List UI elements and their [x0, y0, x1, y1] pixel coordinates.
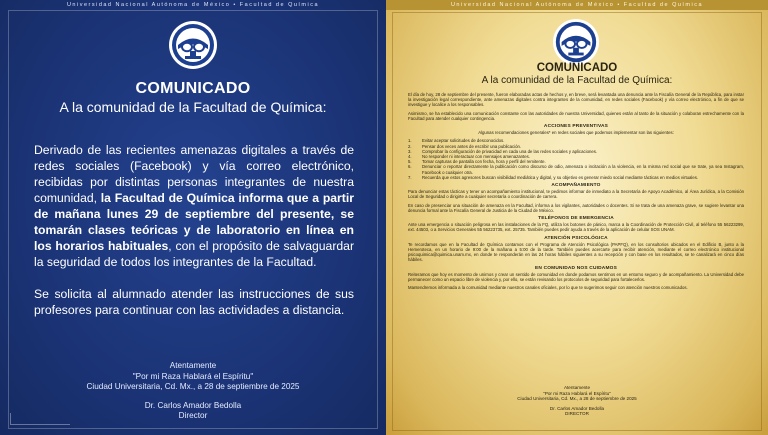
community-paragraph-1: Reiteramos que hoy es momento de unirnos y crear un sentido de comunidad en donde podamos sentirnos en un entorno seguro y de acompañamiento. La Universidad debe permanecer como un espacio libre de violencia y, por ello, se están revisando los protocolos de seguridad para fortalecerlos.: [408, 271, 744, 283]
comunicado-gold-panel: [386, 0, 768, 435]
list-number: 2.: [408, 143, 412, 149]
paragraph-instructions: Se solicita al alumnado atender las instrucciones de sus profesores para continuar con las actividades a distancia.: [34, 287, 354, 317]
support-paragraph-2: En caso de presenciar una situación de amenaza en la Facultad, informa a los vigilantes, autoridades o docentes. Si se trata de una amenaza grave, se sugiere levantar una denuncia formal ante la Fiscalía General de Justicia de la Ciudad de México.: [408, 202, 744, 213]
signer-role: Director: [178, 411, 208, 420]
motto-text: "Por mi Raza Hablará el Espíritu": [132, 371, 254, 381]
list-item: [408, 175, 744, 180]
frame-corner: [10, 413, 70, 425]
section-heading-support: ACOMPAÑAMIENTO: [551, 183, 601, 189]
paragraph-text: Derivado de las recientes amenazas digitales a través de redes sociales (Facebook) y vía correo electrónico, recibidas por distintas personas integrantes de nuestra comunidad,: [34, 143, 354, 205]
psychology-paragraph: Te recordamos que en la Facultad de Química contamos con el Programa de Atención Psicológica (PAPFQ), en los consultorios ubicados en el Edificio B, junto a la Hemeroteca, en un horario de 9:00 de la mañana a 5:00 de la tarde. También puedes acercarte para recibir atención, mediante el correo electrónico institucional psicoquimica@quimica.unam.mx, en donde te responderán en las 24 horas hábiles siguientes a su recepción y con base en los resultados, se te canalizará en cinco días hábiles.: [408, 241, 744, 263]
list-text: Evitar aceptar solicitudes de desconocidos.: [422, 138, 505, 144]
university-header: Universidad Nacional Autónoma de México • Facultad de Química: [66, 2, 320, 8]
signature-block: [386, 385, 768, 417]
emergency-paragraph: Ante una emergencia o situación peligrosa en las instalaciones de la FQ, utiliza los botones de pánico, marca a la Coordinación de Protección Civil, al teléfono 55 56223299, ext. 44503, o a Servicios Generales 55 56223735, ext. 25735. También puedes pedir ayuda a través de la aplicación de celular SOS UNAM.: [408, 222, 744, 233]
recommendation-list: [408, 138, 744, 180]
unam-fq-seal-icon: [168, 20, 218, 70]
signer-name: Dr. Carlos Amador Bedolla: [144, 400, 242, 410]
paragraph-main: [34, 142, 354, 270]
closing-text: Atentamente: [169, 361, 217, 370]
support-paragraph-1: Para denunciar estas tácticas y tener un acompañamiento institucional, te pedimos informar de inmediato a la Secretaría de Apoyo Académico, al Área Jurídica, a la Comisión Local de Seguridad o dirigirte a cualquier secretaría o coordinación de carrera.: [408, 189, 744, 200]
closing-text: Atentamente: [563, 385, 591, 390]
list-number: 7.: [408, 174, 412, 180]
list-number: 5.: [408, 159, 412, 165]
list-text: No responder ni interactuar con mensajes amenazantes.: [422, 154, 530, 160]
section-heading-psychology: ATENCIÓN PSICOLÓGICA: [544, 235, 608, 241]
page-title: COMUNICADO: [536, 62, 618, 74]
intro-paragraph-2: Asimismo, se ha establecido una comunicación constante con las autoridades de nuestra Universidad, quienes están al tanto de la situación y colaboran estrechamente con la Facultad para atender cualquier contingencia.: [408, 110, 744, 121]
list-text: Tomar capturas de pantalla con fecha, hora y perfil del remitente.: [422, 159, 546, 165]
motto-text: "Por mi Raza Hablará el Espíritu": [543, 390, 611, 396]
list-item: [408, 164, 744, 174]
list-text: Recuerda que estos agresores buscan visibilidad mediática y digital, y su objetivo es generar miedo social mediante tácticas en medios virtuales.: [422, 174, 699, 180]
place-date: Ciudad Universitaria, Cd. Mx., a 28 de septiembre de 2025: [86, 382, 300, 391]
list-number: 1.: [408, 138, 412, 144]
signer-role: DIRECTOR: [565, 411, 589, 417]
unam-fq-seal-icon: [552, 18, 600, 66]
signer-name: Dr. Carlos Amador Bedolla: [549, 405, 605, 411]
section-heading-community: EN COMUNIDAD NOS CUIDAMOS: [534, 265, 618, 271]
list-text: Denunciar o reportar directamente la publicación como discurso de odio, amenaza o incitación a la violencia, en la misma red social que se trate, ya sea Instagram, Facebook o cualquier otra.: [422, 164, 744, 175]
page-title: COMUNICADO: [135, 80, 251, 97]
intro-paragraph-1: El día de hoy, 28 de septiembre del presente, fueron elaboradas actas de hechos y, en breve, será levantada una denuncia ante la Fiscalía General de la República, para instar la investigación legal correspondiente, ante amenazas digitales contra integrantes de la comunidad, en redes sociales (Facebook) y vía correo electrónico, a fin de que se investigue y localice a los responsables.: [408, 92, 744, 108]
place-date: Ciudad Universitaria, Cd. Mx., a 28 de septiembre de 2025: [517, 396, 637, 402]
greeting: A la comunidad de la Facultad de Química:: [59, 99, 327, 115]
university-header: Universidad Nacional Autónoma de México • Facultad de Química: [386, 0, 768, 10]
paragraph-highlight: la Facultad de Química informa que a partir de mañana lunes 29 de septiembre del presente, se tomarán clases teóricas y de laboratorio en línea en los horarios habituales: [34, 191, 354, 253]
list-number: 4.: [408, 154, 412, 160]
section-heading-preventive: ACCIONES PREVENTIVAS: [543, 124, 609, 130]
community-paragraph-2: Mantendremos informada a la comunidad mediante nuestros canales oficiales, por lo que te sugerimos seguir con atención nuestros comunicados.: [408, 285, 688, 291]
announcement-body: [408, 92, 744, 294]
section-lead: Algunas recomendaciones generales* en redes sociales que podemos implementar son las siguientes:: [478, 130, 674, 136]
list-text: Pensar dos veces antes de escribir una publicación.: [422, 143, 522, 149]
list-number: 6.: [408, 164, 412, 170]
list-number: 3.: [408, 148, 412, 154]
paragraph-text: , con el propósito de salvaguardar la seguridad de todos los integrantes de la Facultad.: [34, 239, 355, 269]
greeting: A la comunidad de la Facultad de Química:: [481, 75, 673, 86]
announcement-body: [34, 142, 354, 334]
list-text: Comprobar la configuración de privacidad en cada una de las redes sociales y aplicaciones.: [422, 148, 598, 154]
section-heading-emergency: TELÉFONOS DE EMERGENCIA: [538, 216, 614, 222]
